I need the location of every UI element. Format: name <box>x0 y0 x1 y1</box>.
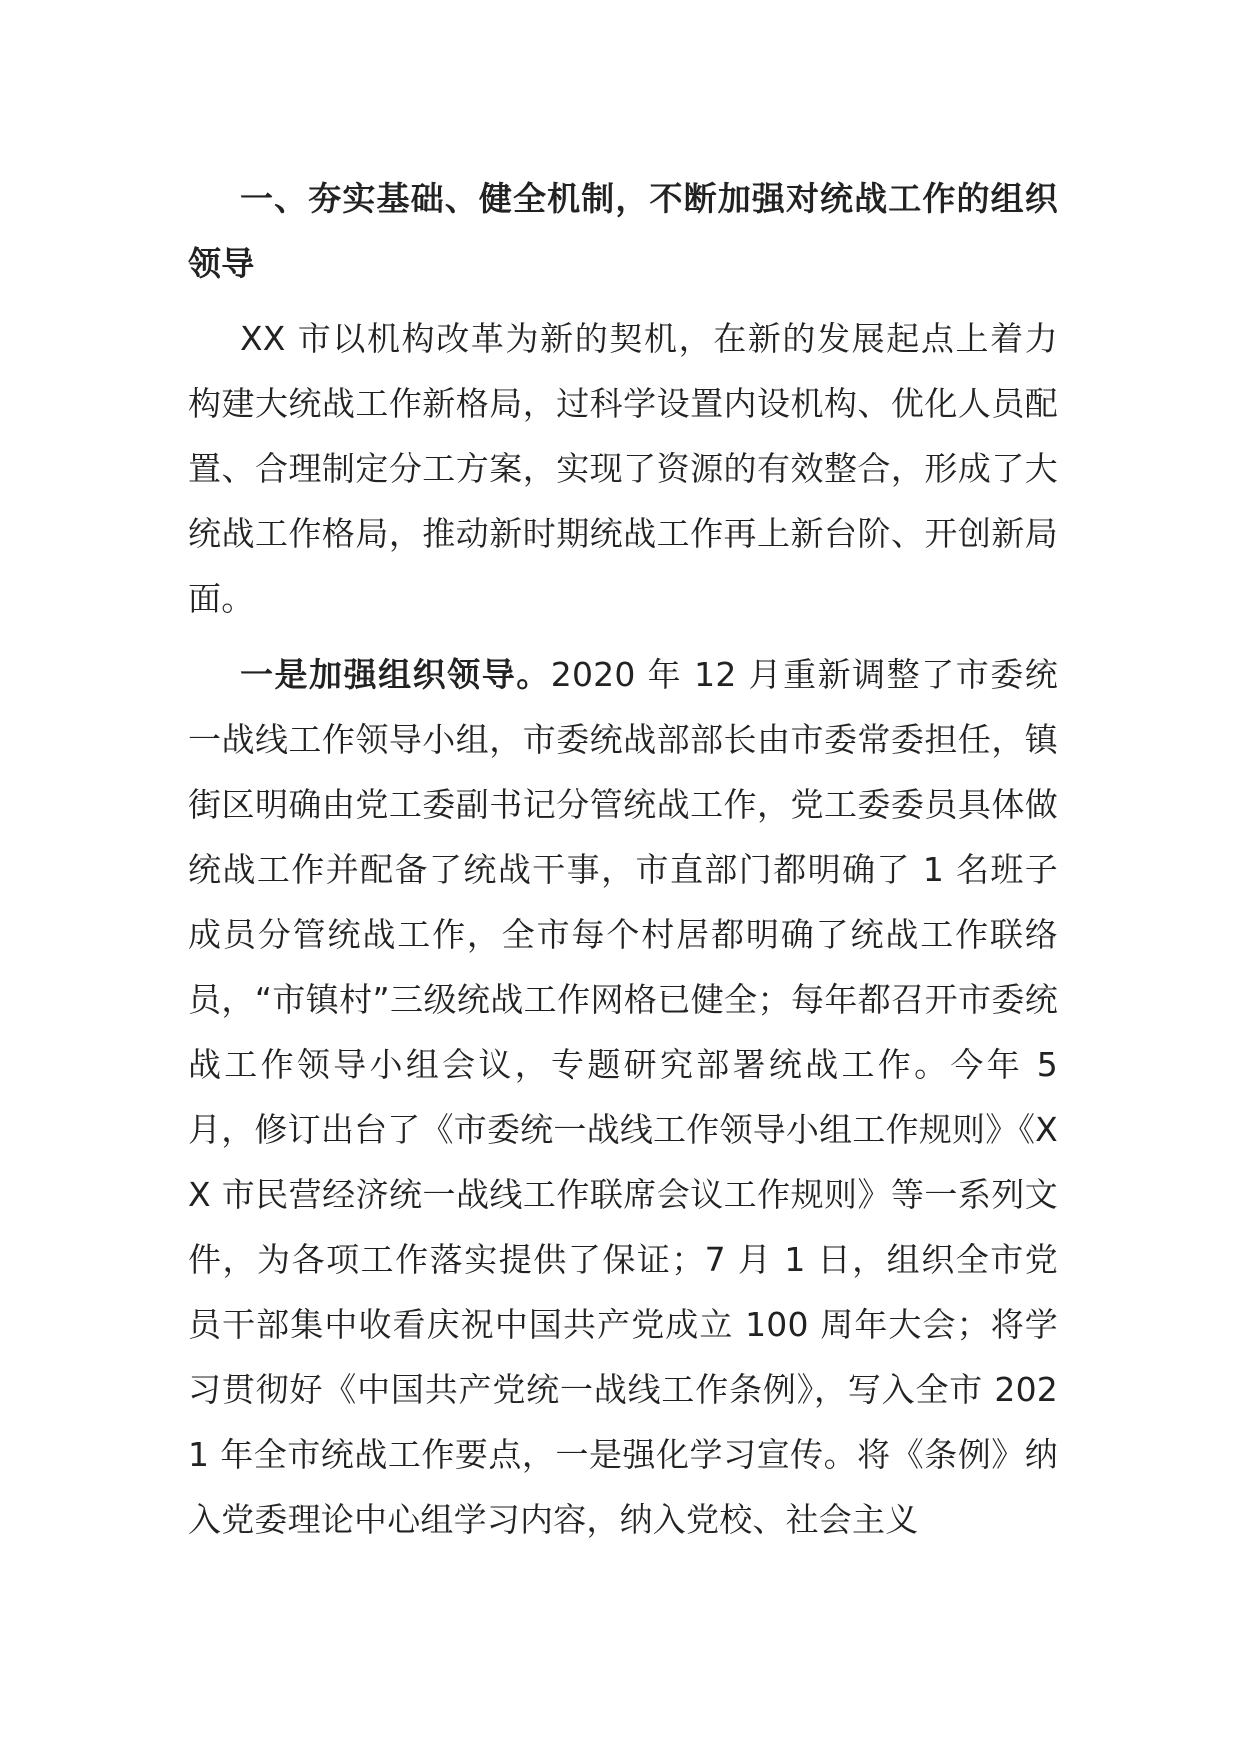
section-heading: 一、夯实基础、健全机制，不断加强对统战工作的组织领导 <box>188 179 1058 283</box>
paragraph-2-lead: 一是加强组织领导。 <box>240 655 551 694</box>
document-body <box>188 166 1058 1563</box>
paragraph-1: XX 市以机构改革为新的契机，在新的发展起点上着力构建大统战工作新格局，过科学设置内设机构、优化人员配置、合理制定分工方案，实现了资源的有效整合，形成了大统战工作格局，推动新时期统战工作再上新台阶、开创新局面。 <box>188 319 1058 618</box>
paragraph-2-body: 2020 年 12 月重新调整了市委统一战线工作领导小组，市委统战部部长由市委常委担任，镇街区明确由党工委副书记分管统战工作，党工委委员具体做统战工作并配备了统战干事，市直部门都明确了 1 名班子成员分管统战工作，全市每个村居都明确了统战工作联络员，“市镇村”三级统战工作网格已健全；每年都召开市委统战工作领导小组会议，专题研究部署统战工作。今年 5 月，修订出台了《市委统一战线工作领导小组工作规则》《XX 市民营经济统一战线工作联席会议工作规则》等一系列文件，为各项工作落实提供了保证；7 月 1 日，组织全市党员干部集中收看庆祝中国共产党成立 100 周年大会；将学习贯彻好《中国共产党统一战线工作条例》，写入全市 2021 年全市统战工作要点，一是强化学习宣传。将《条例》纳入党委理论中心组学习内容，纳入党校、社会主义 <box>188 655 1058 1539</box>
paragraph-2 <box>188 642 1058 1552</box>
